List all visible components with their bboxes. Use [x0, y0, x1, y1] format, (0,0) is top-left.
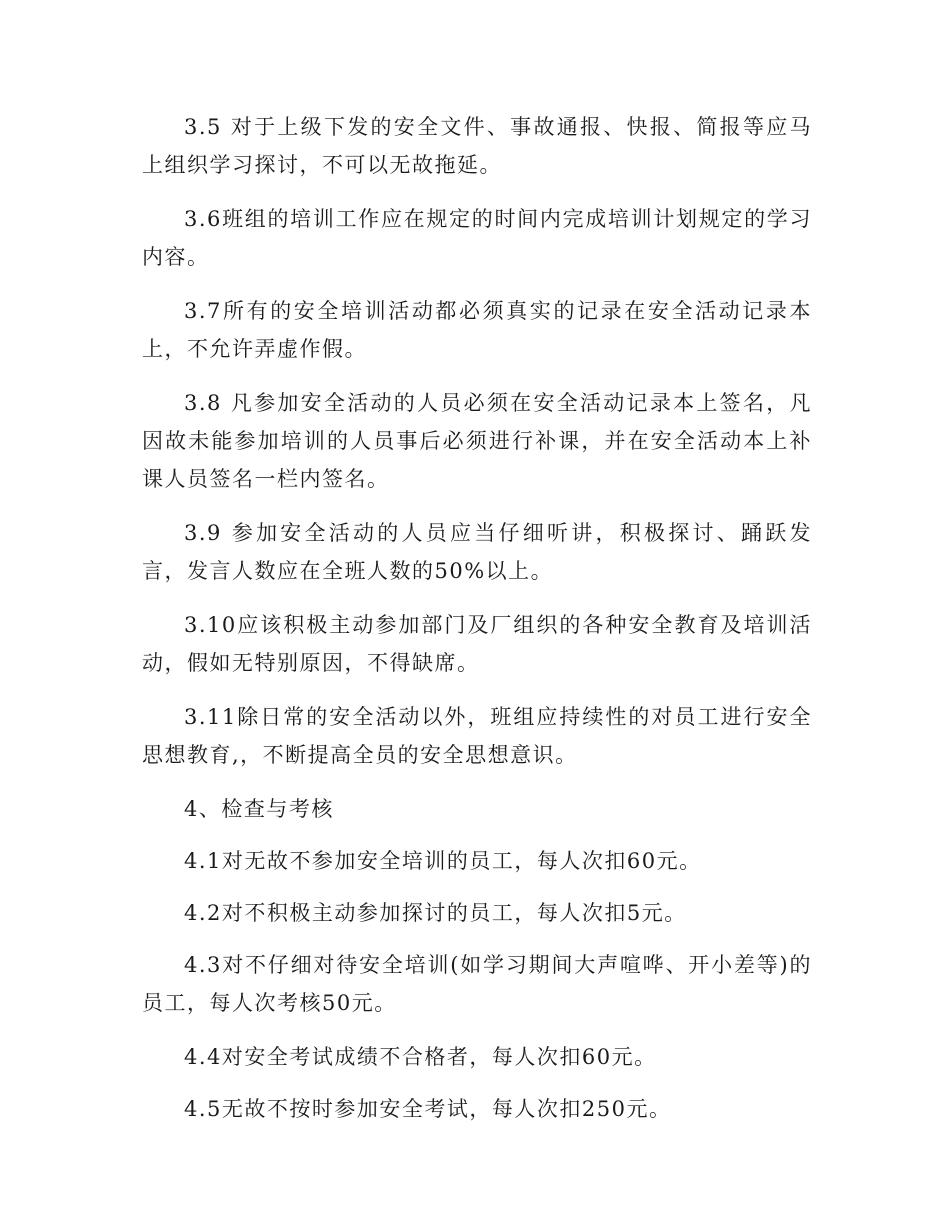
paragraph-3-8: 3.8 凡参加安全活动的人员必须在安全活动记录本上签名，凡因故未能参加培训的人员事后必须进行补课，并在安全活动本上补课人员签名一栏内签名。	[142, 391, 812, 491]
paragraph-3-7: 3.7所有的安全培训活动都必须真实的记录在安全活动记录本上，不允许弄虚作假。	[142, 299, 812, 361]
paragraph-3-10: 3.10应该积极主动参加部门及厂组织的各种安全教育及培训活动，假如无特别原因，不得缺席。	[142, 613, 812, 675]
paragraph-4-2: 4.2对不积极主动参加探讨的员工，每人次扣5元。	[184, 901, 687, 925]
section-heading-4: 4、检查与考核	[184, 797, 334, 821]
paragraph-3-6: 3.6班组的培训工作应在规定的时间内完成培训计划规定的学习内容。	[142, 207, 812, 269]
paragraph-4-5: 4.5无故不按时参加安全考试，每人次扣250元。	[184, 1097, 672, 1121]
document-body	[142, 108, 812, 1142]
paragraph-4-4: 4.4对安全考试成绩不合格者，每人次扣60元。	[184, 1045, 657, 1069]
paragraph-4-1: 4.1对无故不参加安全培训的员工，每人次扣60元。	[184, 849, 702, 873]
paragraph-3-5: 3.5 对于上级下发的安全文件、事故通报、快报、简报等应马上组织学习探讨，不可以无故拖延。	[142, 115, 812, 177]
paragraph-3-11: 3.11除日常的安全活动以外，班组应持续性的对员工进行安全思想教育,，不断提高全员的安全思想意识。	[142, 705, 812, 767]
paragraph-4-3: 4.3对不仔细对待安全培训(如学习期间大声喧哗、开小差等)的员工，每人次考核50元。	[142, 953, 812, 1015]
paragraph-3-9: 3.9 参加安全活动的人员应当仔细听讲，积极探讨、踊跃发言，发言人数应在全班人数的50%以上。	[142, 521, 812, 583]
